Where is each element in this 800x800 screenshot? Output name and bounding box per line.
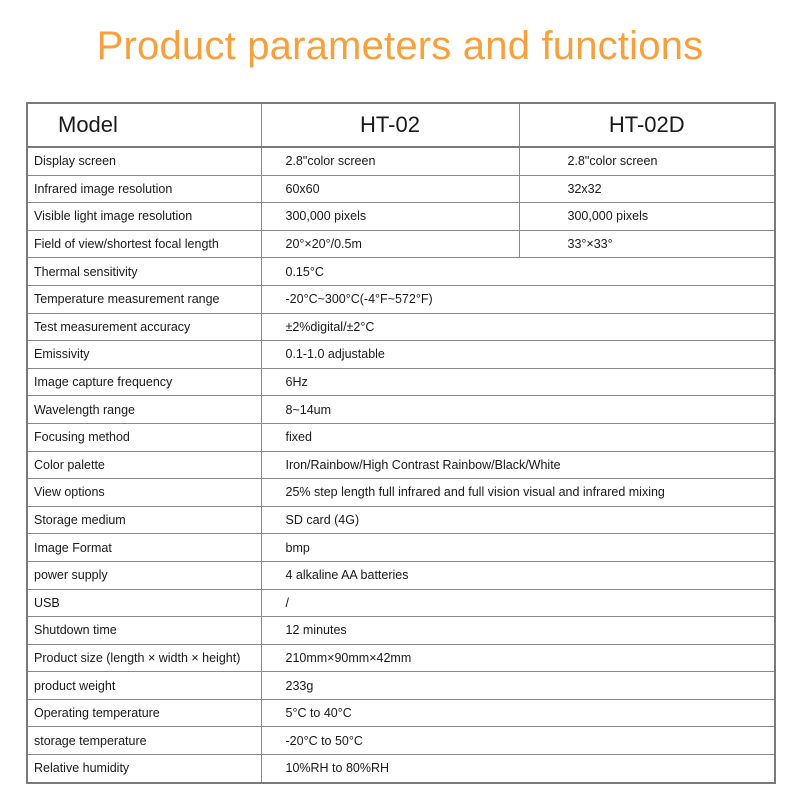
row-value-ht-02: 60x60 — [261, 175, 519, 203]
table-row — [27, 258, 775, 286]
table-row — [27, 755, 775, 783]
table-row — [27, 368, 775, 396]
row-label: View options — [27, 479, 261, 507]
row-value-shared: 6Hz — [261, 368, 775, 396]
row-value-shared: 233g — [261, 672, 775, 700]
row-value-shared: 8~14um — [261, 396, 775, 424]
row-value-shared: 0.1-1.0 adjustable — [261, 341, 775, 369]
table-row — [27, 396, 775, 424]
table-row — [27, 699, 775, 727]
row-label: storage temperature — [27, 727, 261, 755]
spec-table-body — [27, 147, 775, 783]
header-model-label: Model — [27, 103, 261, 147]
header-model-ht-02: HT-02 — [261, 103, 519, 147]
row-label: Wavelength range — [27, 396, 261, 424]
row-value-shared: -20°C~300°C(-4°F~572°F) — [261, 285, 775, 313]
row-value-shared: 12 minutes — [261, 617, 775, 645]
table-row — [27, 672, 775, 700]
row-value-shared: 0.15°C — [261, 258, 775, 286]
row-value-shared: 10%RH to 80%RH — [261, 755, 775, 783]
row-label: USB — [27, 589, 261, 617]
spec-table — [26, 102, 776, 784]
row-value-shared: bmp — [261, 534, 775, 562]
row-label: Thermal sensitivity — [27, 258, 261, 286]
page-title: Product parameters and functions — [96, 24, 704, 68]
table-row — [27, 451, 775, 479]
row-value-shared: 25% step length full infrared and full vision visual and infrared mixing — [261, 479, 775, 507]
table-row — [27, 175, 775, 203]
table-row — [27, 285, 775, 313]
row-value-shared: ±2%digital/±2°C — [261, 313, 775, 341]
table-row — [27, 203, 775, 231]
row-value-ht-02d: 33°×33° — [519, 230, 775, 258]
row-label: Storage medium — [27, 506, 261, 534]
spec-table-header — [27, 103, 775, 147]
row-value-shared: -20°C to 50°C — [261, 727, 775, 755]
row-value-ht-02d: 300,000 pixels — [519, 203, 775, 231]
row-value-ht-02: 20°×20°/0.5m — [261, 230, 519, 258]
row-value-ht-02d: 2.8"color screen — [519, 147, 775, 175]
table-row — [27, 534, 775, 562]
row-label: Operating temperature — [27, 699, 261, 727]
table-row — [27, 230, 775, 258]
row-label: Emissivity — [27, 341, 261, 369]
table-row — [27, 506, 775, 534]
table-row — [27, 561, 775, 589]
row-label: Display screen — [27, 147, 261, 175]
row-label: Temperature measurement range — [27, 285, 261, 313]
table-row — [27, 479, 775, 507]
row-label: Field of view/shortest focal length — [27, 230, 261, 258]
row-value-shared: fixed — [261, 423, 775, 451]
row-value-ht-02: 300,000 pixels — [261, 203, 519, 231]
row-label: product weight — [27, 672, 261, 700]
row-label: Product size (length × width × height) — [27, 644, 261, 672]
table-row — [27, 313, 775, 341]
row-label: power supply — [27, 561, 261, 589]
row-value-ht-02: 2.8"color screen — [261, 147, 519, 175]
row-label: Image capture frequency — [27, 368, 261, 396]
table-row — [27, 589, 775, 617]
table-row — [27, 147, 775, 175]
row-value-ht-02d: 32x32 — [519, 175, 775, 203]
row-value-shared: 4 alkaline AA batteries — [261, 561, 775, 589]
row-value-shared: Iron/Rainbow/High Contrast Rainbow/Black/White — [261, 451, 775, 479]
row-label: Image Format — [27, 534, 261, 562]
table-row — [27, 644, 775, 672]
row-label: Focusing method — [27, 423, 261, 451]
header-model-ht-02d: HT-02D — [519, 103, 775, 147]
row-label: Test measurement accuracy — [27, 313, 261, 341]
table-row — [27, 423, 775, 451]
header-row — [27, 103, 775, 147]
table-row — [27, 341, 775, 369]
row-label: Color palette — [27, 451, 261, 479]
table-row — [27, 617, 775, 645]
row-value-shared: 210mm×90mm×42mm — [261, 644, 775, 672]
row-value-shared: SD card (4G) — [261, 506, 775, 534]
row-value-shared: / — [261, 589, 775, 617]
table-row — [27, 727, 775, 755]
row-label: Shutdown time — [27, 617, 261, 645]
row-value-shared: 5°C to 40°C — [261, 699, 775, 727]
row-label: Visible light image resolution — [27, 203, 261, 231]
row-label: Relative humidity — [27, 755, 261, 783]
row-label: Infrared image resolution — [27, 175, 261, 203]
